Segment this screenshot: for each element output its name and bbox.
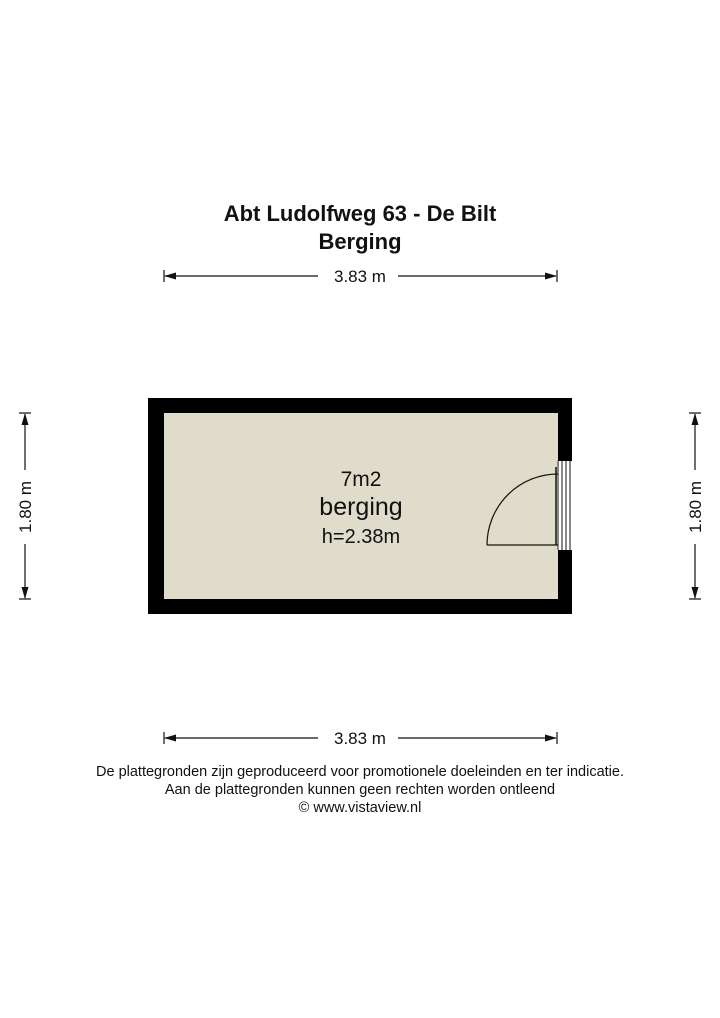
arrow-up-icon — [692, 413, 699, 425]
arrow-right-icon — [545, 273, 557, 280]
copyright-line: © www.vistaview.nl — [298, 800, 422, 816]
room-area: 7m2 — [340, 468, 382, 491]
left-dimension — [16, 413, 35, 599]
bottom-dimension — [164, 729, 557, 748]
top-dimension — [164, 267, 557, 286]
arrow-left-icon — [164, 735, 176, 742]
top-dimension-label: 3.83 m — [334, 267, 386, 286]
right-dimension — [686, 413, 705, 599]
right-dimension-label: 1.80 m — [686, 481, 705, 533]
arrow-up-icon — [22, 413, 29, 425]
disclaimer-line-2: Aan de plattegronden kunnen geen rechten worden ontleend — [164, 782, 556, 798]
arrow-down-icon — [692, 587, 699, 599]
floorplan-address-title: Abt Ludolfweg 63 - De Bilt — [223, 201, 497, 226]
arrow-down-icon — [22, 587, 29, 599]
room-berging — [148, 398, 573, 614]
bottom-dimension-label: 3.83 m — [334, 729, 386, 748]
floorplan-floor-title: Berging — [318, 229, 402, 254]
arrow-right-icon — [545, 735, 557, 742]
door-opening — [557, 461, 573, 550]
room-name: berging — [319, 493, 403, 521]
room-height: h=2.38m — [321, 526, 401, 548]
arrow-left-icon — [164, 273, 176, 280]
left-dimension-label: 1.80 m — [16, 481, 35, 533]
disclaimer-line-1: De plattegronden zijn geproduceerd voor promotionele doeleinden en ter indicatie. — [96, 764, 624, 780]
